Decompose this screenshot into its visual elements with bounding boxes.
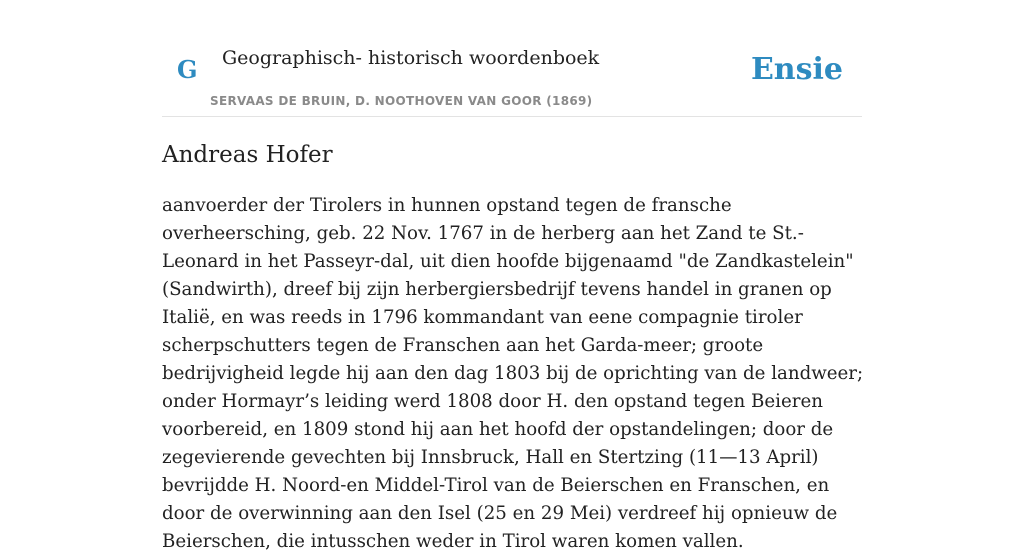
entry-body: aanvoerder der Tirolers in hunnen opstand tegen de fransche overheersching, geb. 22 Nov. 1767 in de herberg aan het Zand te St.-Leonard in het Passeyr-dal, uit dien hoofde bijgenaamd "de Zandkastelein" (Sandwirth), dreef bij zijn herbergiersbedrijf tevens handel in granen op Italië, en was reeds in 1796 kommandant van eene compagnie tiroler scherpschutters tegen de Franschen aan het Garda-meer; groote bedrijvigheid legde hij aan den dag 1803 bij de oprichting van de landweer; onder Hormayr’s leiding werd 1808 door H. den opstand tegen Beieren voorbereid, en 1809 stond hij aan het hoofd der opstandelingen; door de zegevierende gevechten bij Innsbruck, Hall en Stertzing (11—13 April) bevrijdde H. Noord-en Middel-Tirol van de Beierschen en Franschen, en door de overwinning aan den Isel (25 en 29 Mei) verdreef hij opnieuw de Beierschen, die intusschen weder in Tirol waren komen vallen. [162, 195, 864, 552]
book-logo-icon[interactable]: G [177, 55, 198, 84]
book-title[interactable]: Geographisch- historisch woordenboek [222, 47, 600, 69]
ensie-logo-link[interactable]: Ensie [750, 52, 843, 87]
book-author: SERVAAS DE BRUIN, D. NOOTHOVEN VAN GOOR (1869) [210, 94, 593, 108]
book-header [162, 0, 862, 117]
entry-title: Andreas Hofer [162, 142, 333, 168]
